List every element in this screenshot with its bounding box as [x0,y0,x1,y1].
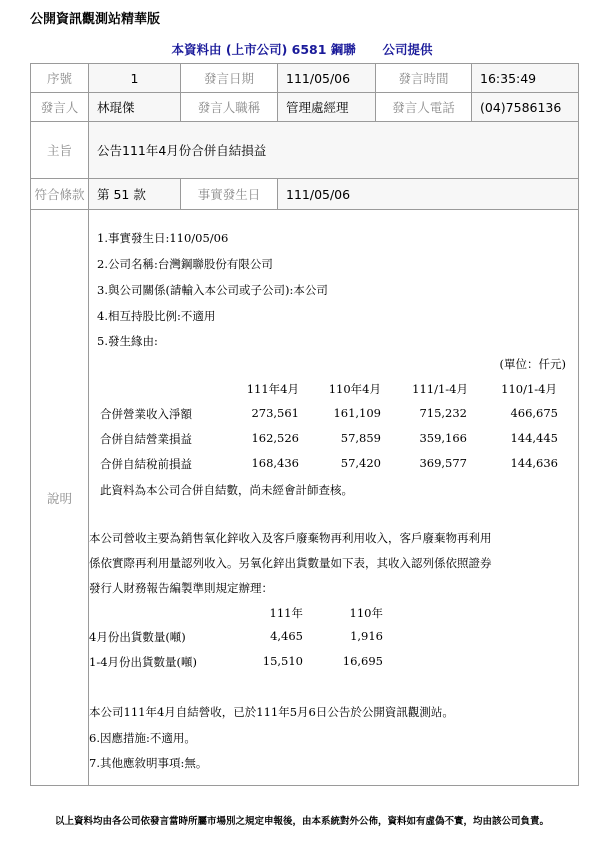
item-3: 3.與公司關係(請輸入本公司或子公司):本公司 [97,283,328,297]
announcement-table [30,63,579,786]
subject-value: 公告111年4月份合併自結損益 [89,122,579,179]
fin-header: 110/1-4月 [501,382,557,396]
site-title: 公開資訊觀測站精華版 [30,12,161,27]
unit-label: (單位：仟元) [499,357,566,371]
date-value: 111/05/06 [278,64,376,93]
paragraph-2: 本公司111年4月自結營收，已於111年5月6日公告於公開資訊觀測站。 [89,705,454,719]
fin-cell: 273,561 [251,406,299,420]
fin-cell: 144,445 [510,431,558,445]
seq-label: 序號 [31,64,89,93]
time-value: 16:35:49 [472,64,579,93]
phone-label: 發言人電話 [376,93,472,122]
fin-note: 此資料為本公司合併自結數，尚未經會計師查核。 [100,483,353,497]
item-1: 1.事實發生日:110/05/06 [97,231,229,245]
fin-cell: 715,232 [419,406,467,420]
provider-line [0,40,604,58]
fin-cell: 168,436 [251,456,299,470]
seq-value: 1 [89,64,181,93]
fin-cell: 369,577 [419,456,467,470]
paragraph-1-line-3: 發行人財務報告編製準則規定辦理： [89,581,273,595]
speaker-title-label: 發言人職稱 [181,93,278,122]
fin-row-label: 合併營業收入淨額 [100,407,192,421]
fin-header: 111年4月 [246,382,299,396]
speaker-label: 發言人 [31,93,89,122]
event-date-label: 事實發生日 [181,179,278,210]
item-5: 5.發生緣由: [97,334,158,348]
time-label: 發言時間 [376,64,472,93]
ship-cell: 16,695 [342,654,383,668]
speaker-title-value: 管理處經理 [278,93,376,122]
footer-disclaimer: 以上資料均由各公司依發言當時所屬市場別之規定申報後，由本系統對外公佈，資料如有虛偽不實，均由該公司負責。 [54,816,549,827]
fin-cell: 466,675 [510,406,558,420]
fin-header: 111/1-4月 [412,382,468,396]
provider-prefix: 本資料由 [171,42,222,57]
item-4: 4.相互持股比例:不適用 [97,309,216,323]
ship-cell: 1,916 [350,629,383,643]
paragraph-1-line-1: 本公司營收主要為銷售氧化鋅收入及客戶廢棄物再利用收入，客戶廢棄物再利用 [89,531,492,545]
clause-label: 符合條款 [31,179,89,210]
fin-header: 110年4月 [328,382,381,396]
ship-cell: 15,510 [262,654,303,668]
ship-header: 110年 [349,606,383,620]
fin-cell: 359,166 [419,431,467,445]
date-label: 發言日期 [181,64,278,93]
fin-cell: 57,859 [340,431,381,445]
fin-cell: 57,420 [340,456,381,470]
provider-company: (上市公司) 6581 鋼聯 [225,42,356,57]
item-6: 6.因應措施:不適用。 [89,731,196,745]
ship-header: 111年 [269,606,303,620]
fin-row-label: 合併自結營業損益 [100,432,192,446]
item-7: 7.其他應敘明事項:無。 [89,756,208,770]
provider-suffix: 公司提供 [382,42,433,57]
subject-label: 主旨 [31,122,89,179]
ship-row-label: 1-4月份出貨數量(噸) [89,655,197,669]
description-body [89,210,579,786]
ship-row-label: 4月份出貨數量(噸) [89,630,186,644]
clause-value: 第 51 款 [89,179,181,210]
description-label: 說明 [31,210,89,786]
fin-cell: 161,109 [333,406,381,420]
fin-cell: 144,636 [510,456,558,470]
speaker-value: 林琨傑 [89,93,181,122]
item-2: 2.公司名稱:台灣鋼聯股份有限公司 [97,257,273,271]
fin-cell: 162,526 [251,431,299,445]
fin-row-label: 合併自結稅前損益 [100,457,192,471]
phone-value: (04)7586136 [472,93,579,122]
ship-cell: 4,465 [270,629,303,643]
event-date-value: 111/05/06 [278,179,579,210]
paragraph-1-line-2: 係依實際再利用量認列收入。另氧化鋅出貨數量如下表，其收入認列係依照證券 [89,556,492,570]
